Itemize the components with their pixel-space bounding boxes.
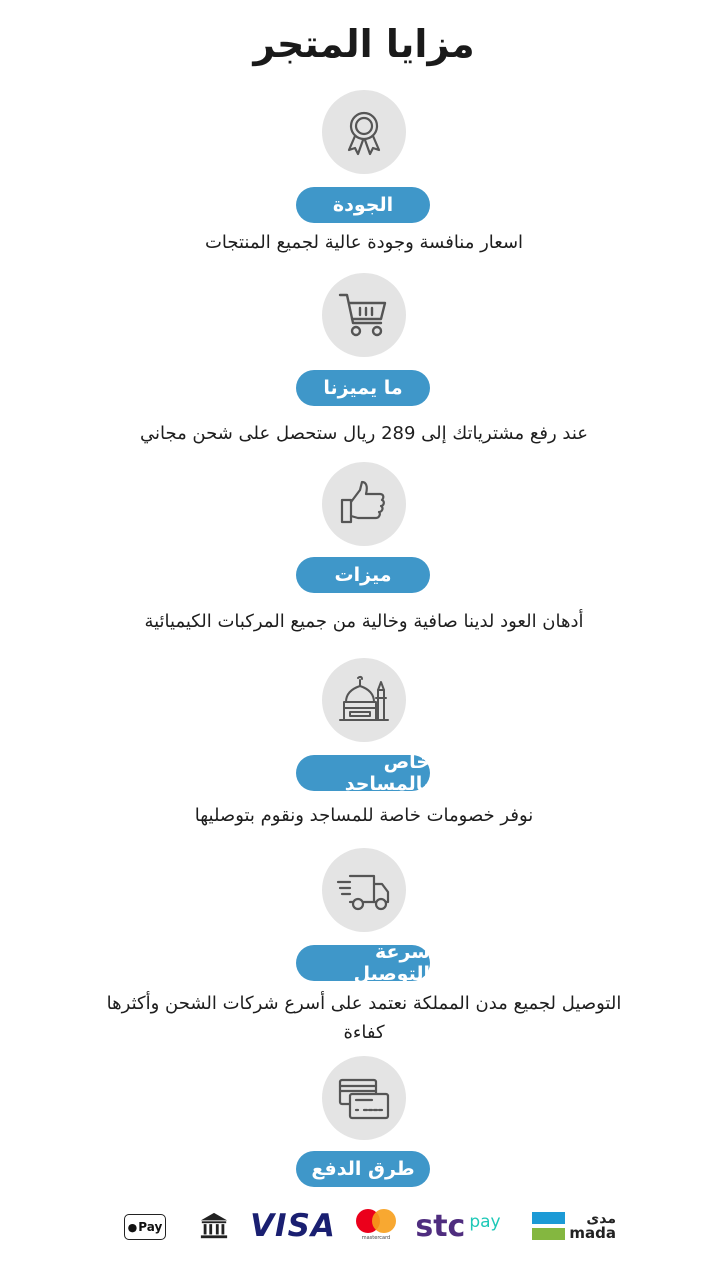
stc-pay-logo [408, 1206, 508, 1246]
credit-card-icon [322, 1056, 406, 1140]
mada-logo [532, 1206, 616, 1246]
feature-label-pill: ما يميزنا [296, 370, 430, 406]
mada-arabic-text: مدى [586, 1210, 616, 1227]
apple-icon: ● [127, 1220, 138, 1234]
feature-description: عند رفع مشترياتك إلى 289 ريال ستحصل على شحن مجاني [139, 423, 589, 444]
mada-english-text: mada [569, 1223, 616, 1242]
apple-pay-text: Pay [138, 1220, 163, 1234]
feature-label-pill: الجودة [296, 187, 430, 223]
mastercard-circles-icon [356, 1209, 396, 1233]
delivery-truck-icon [322, 848, 406, 932]
bank-icon [198, 1210, 230, 1242]
feature-label-pill: خاص بالمساجد [296, 755, 430, 791]
mastercard-logo [355, 1206, 397, 1244]
feature-description: اسعار منافسة وجودة عالية لجميع المنتجات [204, 232, 524, 253]
payment-logos [0, 1200, 728, 1260]
thumbs-up-icon [322, 462, 406, 546]
feature-label-pill: سرعة التوصيل [296, 945, 430, 981]
stc-pay-text: pay [469, 1212, 501, 1232]
feature-description: نوفر خصومات خاصة للمساجد ونقوم بتوصليها [194, 805, 534, 826]
feature-label-pill: ميزات [296, 557, 430, 593]
mastercard-text: mastercard [361, 1235, 391, 1241]
mada-stripes-icon [532, 1212, 565, 1240]
shopping-cart-icon [322, 273, 406, 357]
stc-text: stc [415, 1208, 466, 1244]
mosque-icon [322, 658, 406, 742]
feature-label-pill: طرق الدفع [296, 1151, 430, 1187]
visa-logo: VISA [250, 1208, 336, 1244]
feature-description: التوصيل لجميع مدن المملكة نعتمد على أسرع شركات الشحن وأكثرها كفاءة [106, 993, 622, 1043]
apple-pay-logo [124, 1214, 166, 1240]
award-ribbon-icon [322, 90, 406, 174]
feature-description: أدهان العود لدينا صافية وخالية من جميع المركبات الكيميائية [144, 611, 584, 632]
page-title: مزايا المتجر [253, 22, 475, 66]
